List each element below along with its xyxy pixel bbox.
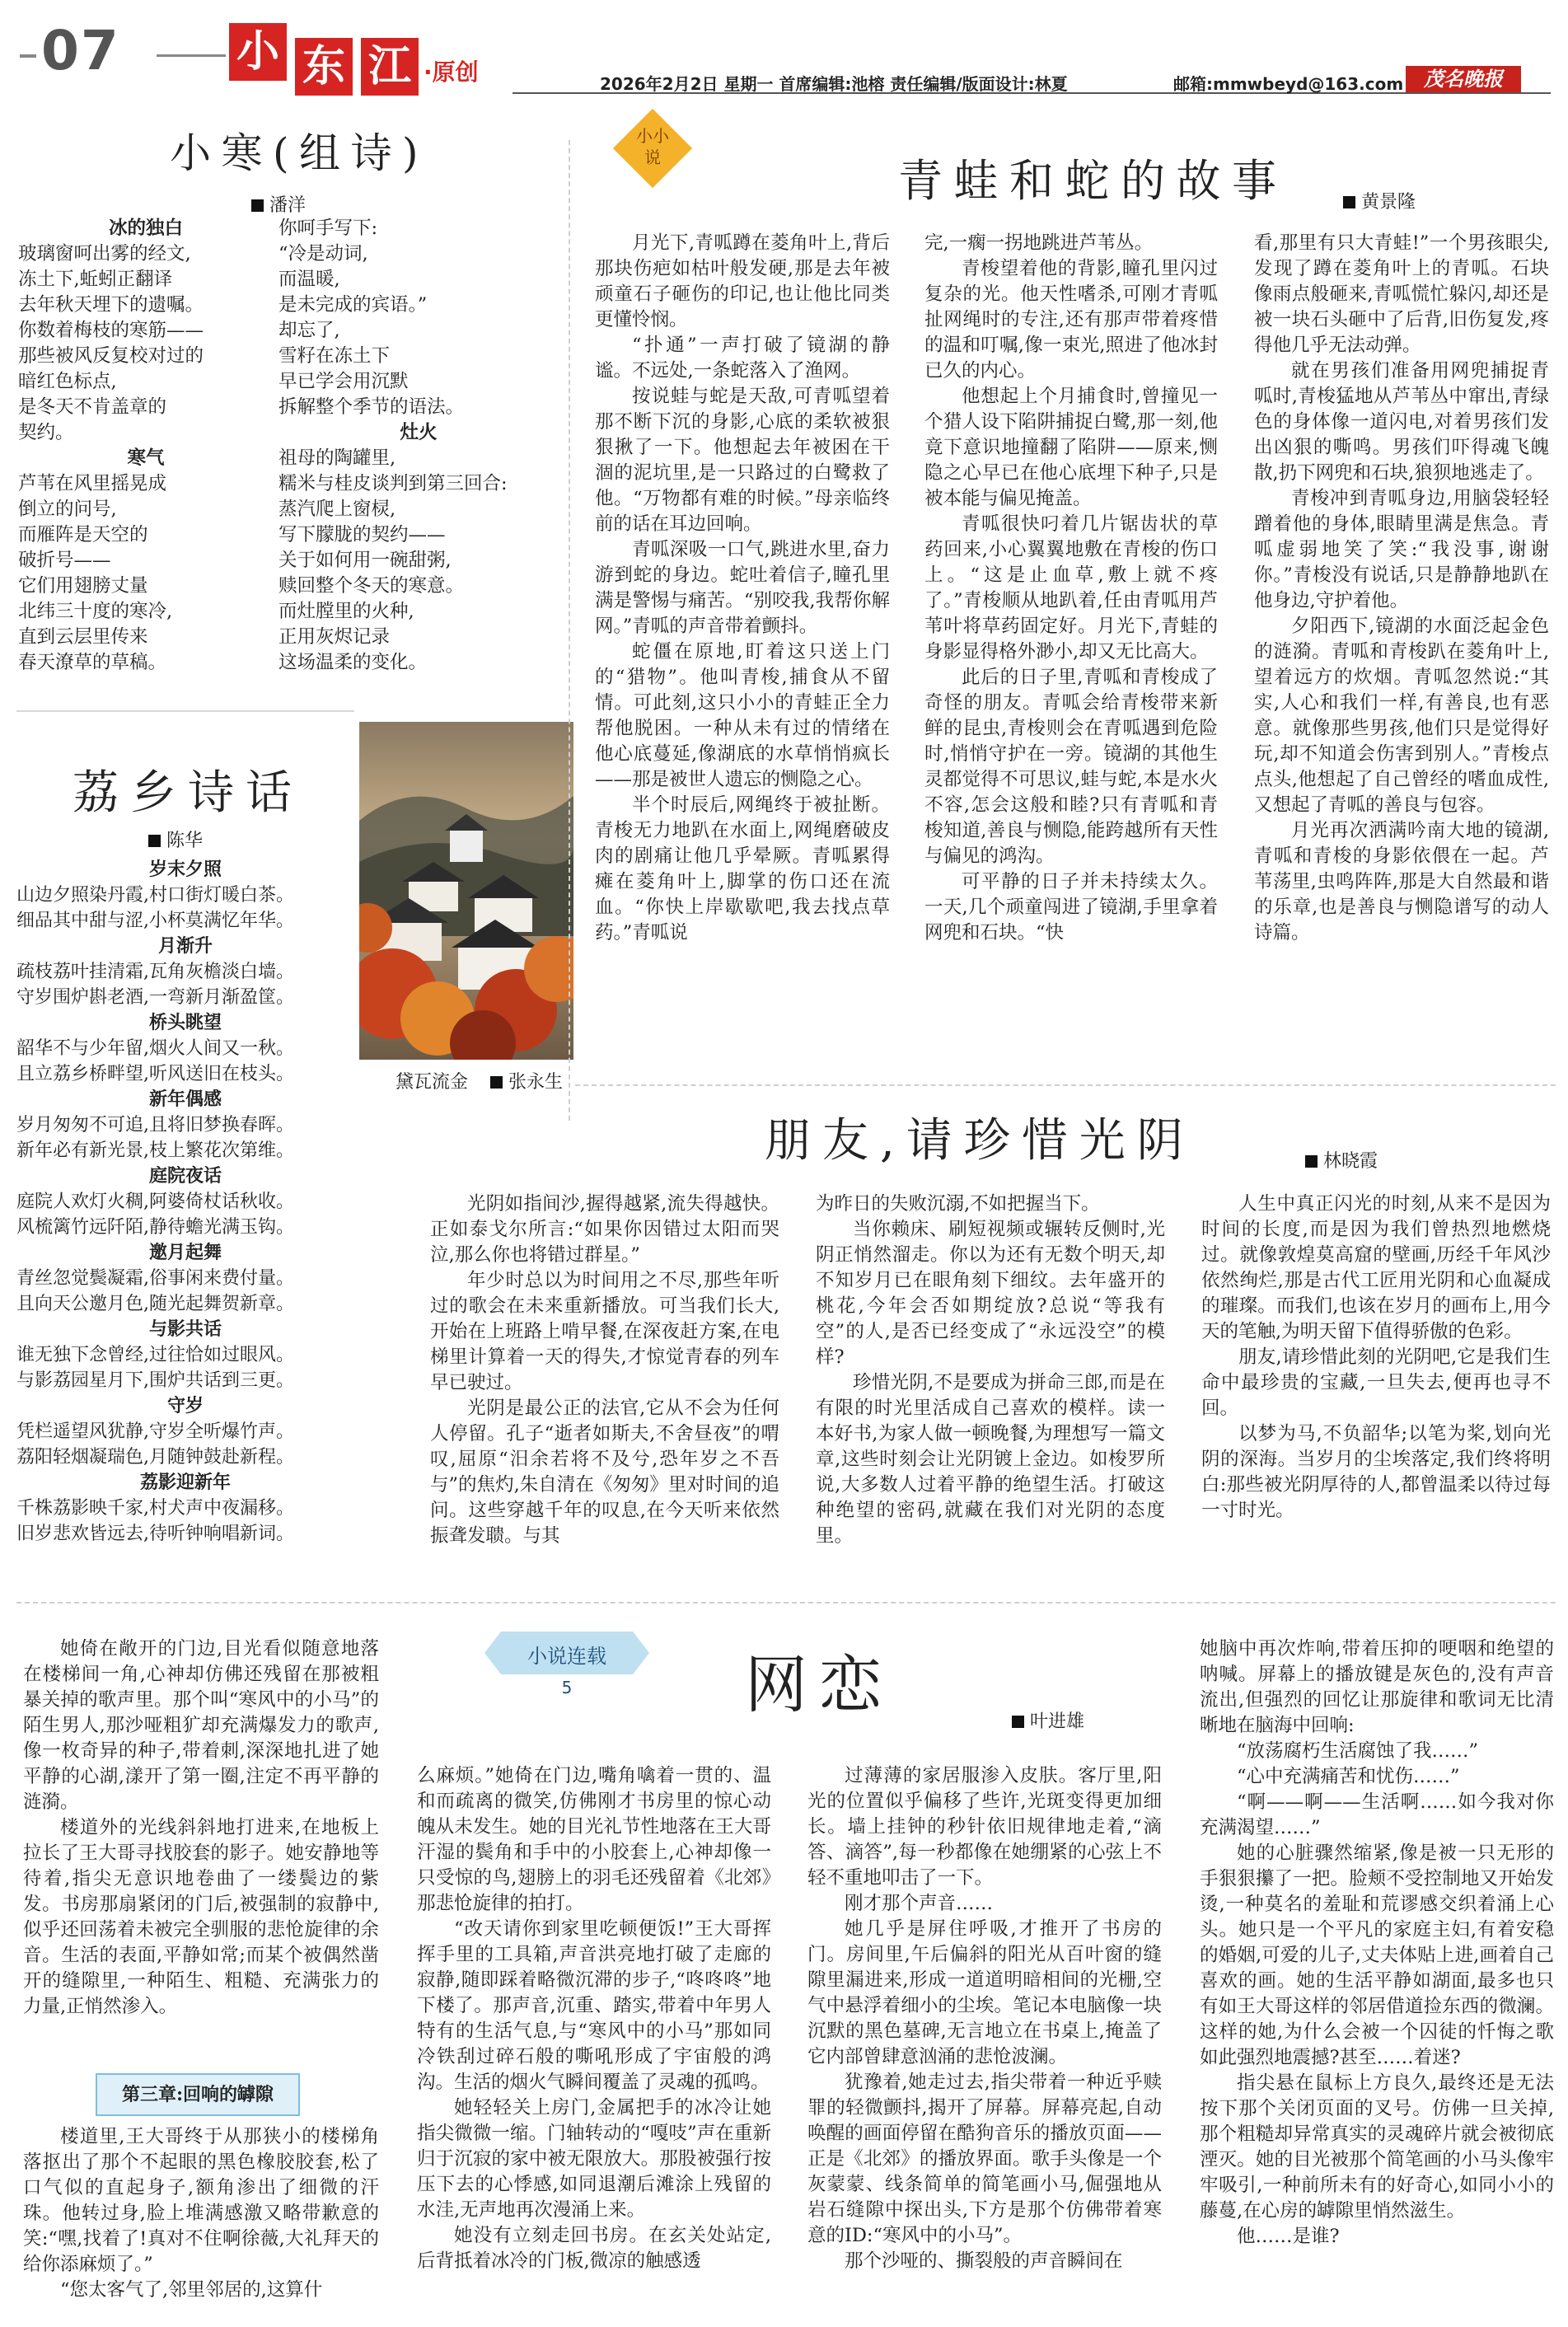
rule-left-vertical (569, 140, 570, 1121)
poem-line: 早已学会用沉默 (278, 371, 409, 392)
xiaohan-author: 潘洋 (251, 191, 306, 217)
paragraph: 青梭冲到青呱身边,用脑袋轻轻蹭着他的身体,眼睛里满是焦急。青呱虚弱地笑了笑:“我没事,谢谢你。”青梭没有说话,只是静静地趴在他身边,守护着他。 (1254, 488, 1549, 611)
paragraph: 以梦为马,不负韶华;以笔为桨,划向光阴的深海。当岁月的尘埃落定,我们终将明白:那些被光阴厚待的人,都曾温柔以待过每一寸时光。 (1201, 1423, 1551, 1521)
paragraph: “啊——啊——生活啊……如今我对你充满渴望……” (1200, 1791, 1554, 1838)
poem-subtitle: 守岁 (166, 1395, 204, 1416)
poem-line: 雪籽在冻土下 (278, 345, 391, 367)
paragraph: 光阴如指间沙,握得越紧,流失得越快。正如泰戈尔所言:“如果你因错过太阳而哭泣,那么你也将错过群星。” (430, 1193, 779, 1266)
frog-col1 (595, 231, 890, 1061)
poem-subtitle: 月渐升 (157, 935, 213, 957)
rule-under-frog (575, 1084, 1556, 1086)
poem-line: 暗红色标点, (18, 371, 117, 392)
lixiang-author: 陈华 (148, 826, 203, 852)
rule-under-friend (16, 1602, 1556, 1604)
poem-line: 谁无独下念曾经,过往恰如过眼风。 (16, 1345, 294, 1365)
poem-line: 直到云层里传来 (18, 626, 148, 648)
poem-line: 与影荔园星月下,围炉共话到三更。 (16, 1370, 294, 1391)
friend-author: 林晓霞 (1305, 1147, 1378, 1173)
poem-line: 而雁阵是天空的 (18, 524, 148, 545)
poem-line: 契约。 (18, 422, 74, 443)
wanglian-author: 叶进雄 (1012, 1707, 1084, 1733)
paragraph: 可平静的日子并未持续太久。一天,几个顽童闯进了镜湖,手里拿着网兜和石块。“快 (924, 871, 1218, 943)
frog-col3 (1254, 231, 1549, 1061)
poem-line: 正用灰烬记录 (278, 626, 391, 648)
poem-subtitle: 荔影迎新年 (139, 1472, 231, 1493)
paragraph: 珍惜光阴,不是要成为拼命三郎,而是在有限的时光里活成自己喜欢的模样。读一本好书,为家人做一顿晚餐,为理想写一篇文章,这些时刻会让光阴镀上金边。如梭罗所说,大多数人过着平静的绝望生活。打破这种绝望的密码,就藏在我们对光阴的态度里。 (816, 1372, 1165, 1547)
wanglian-title: 网恋 (745, 1648, 893, 1721)
poem-line: 岁月匆匆不可追,且将旧梦换春晖。 (16, 1115, 294, 1135)
poem-line: 细品其中甜与涩,小杯莫满忆年华。 (16, 911, 294, 931)
poem-subtitle: 庭院夜话 (148, 1165, 222, 1187)
lixiang-title: 荔乡诗话 (73, 766, 303, 820)
paragraph: 夕阳西下,镜湖的水面泛起金色的涟漪。青呱和青梭趴在菱角叶上,望着远方的炊烟。青呱忽然说:“其实,人心和我们一样,有善良,也有恶意。就像那些男孩,他们只是觉得好玩,却不知道会伤害到别人。”青梭点点头,他想起了自己曾经的嗜血成性,又想起了青呱的善良与包容。 (1254, 616, 1549, 816)
paragraph: “扑通”一声打破了镜湖的静谧。不远处,一条蛇落入了渔网。 (595, 335, 890, 382)
paragraph: 指尖悬在鼠标上方良久,最终还是无法按下那个关闭页面的叉号。仿佛一旦关掉,那个粗糙却异常真实的灵魂碎片就会被彻底湮灭。她的目光被那个简笔画的小马头像牢牢吸引,一种前所未有的好奇心,如同小小的藤蔓,在心房的罅隙里悄然滋生。 (1200, 2072, 1554, 2222)
serial-episode: 5 (561, 1678, 573, 1697)
paragraph: 楼道外的光线斜斜地打进来,在地板上拉长了王大哥寻找胶套的影子。她安静地等待着,指尖无意识地卷曲了一缕鬓边的紫发。书房那扇紧闭的门后,被强制的寂静中,似乎还回荡着未被完全驯服的悲怆旋律的余音。生活的表面,平静如常;而某个被偶然凿开的缝隙里,一种陌生、粗糙、充满张力的力量,正悄然渗入。 (23, 1817, 379, 2017)
paragraph: 半个时辰后,网绳终于被扯断。青梭无力地趴在水面上,网绳磨破皮肉的剧痛让他几乎晕厥。青呱累得瘫在菱角叶上,脚掌的伤口还在流血。“你快上岸歇歇吧,我去找点草药。”青呱说 (595, 794, 890, 943)
wanglian-col1-part2 (23, 2124, 379, 2327)
paragraph: 蛇僵在原地,盯着这只送上门的“猎物”。他叫青梭,捕食从不留情。可此刻,这只小小的青蛙正全力帮他脱困。一种从未有过的情绪在他心底蔓延,像湖底的水草悄悄疯长——那是被世人遗忘的恻隐之心。 (595, 641, 890, 790)
poem-line: 是未完成的宾语。” (278, 294, 428, 316)
section-suffix: ·原创 (424, 59, 479, 86)
poem-line: 这场温柔的变化。 (278, 652, 428, 673)
poem-line: 糯米与桂皮谈判到第三回合: (278, 473, 508, 494)
paragraph: 她没有立刻走回书房。在玄关处站定,后背抵着冰冷的门板,微凉的触感透 (417, 2225, 771, 2272)
poem-line: 你数着梅枝的寒筋—— (18, 320, 204, 341)
paragraph: 完,一瘸一拐地跳进芦苇丛。 (924, 232, 1154, 254)
poem-line: 那些被风反复校对过的 (18, 345, 204, 367)
poem-line: 芦苇在风里摇晃成 (18, 473, 167, 494)
poem-line: 风梳篱竹远阡陌,静待蟾光满玉钩。 (16, 1217, 294, 1238)
lixiang-poems (16, 857, 354, 1557)
poem-line: 去年秋天埋下的遗嘱。 (18, 294, 204, 316)
poem-line: 且立荔乡桥畔望,听风送旧在枝头。 (16, 1064, 294, 1084)
poem-subtitle: 冰的独白 (108, 218, 183, 239)
page-number-dash (20, 54, 36, 58)
poem-line: 而灶膛里的火种, (278, 601, 414, 622)
paragraph: “放荡腐朽生活腐蚀了我……” (1237, 1740, 1479, 1762)
paragraph: 人生中真正闪光的时刻,从来不是因为时间的长度,而是因为我们曾热烈地燃烧过。就像敦煌莫高窟的壁画,历经千年风沙依然绚烂,那是古代工匠用光阴和心血凝成的璀璨。而我们,也该在岁月的画布上,用今天的笔触,为明天留下值得骄傲的色彩。 (1201, 1193, 1551, 1342)
poem-line: 春天潦草的草稿。 (18, 652, 167, 673)
page-number: 07 (41, 19, 120, 82)
paragraph: 月光下,青呱蹲在菱角叶上,背后那块伤疤如枯叶般发硬,那是去年被顽童石子砸伤的印记,也让他比同类更懂怜悯。 (595, 232, 890, 330)
poem-line: 守岁围炉斟老酒,一弯新月渐盈筐。 (16, 987, 294, 1008)
paragraph: 她轻轻关上房门,金属把手的冰冷让她指尖微微一缩。门轴转动的“嘎吱”声在重新归于沉寂的家中被无限放大。那股被强行按压下去的心悸感,如同退潮后滩涂上残留的水洼,无声地再次漫涌上来。 (417, 2097, 771, 2221)
serial-banner-text: 小说连载 (527, 1645, 606, 1668)
poem-line: 玻璃窗呵出雾的经文, (18, 243, 191, 265)
poem-subtitle: 邀月起舞 (148, 1242, 222, 1263)
paragraph: 就在男孩们准备用网兜捕捉青呱时,青梭猛地从芦苇丛中窜出,青绿色的身体像一道闪电,对着男孩们发出凶狠的嘶鸣。男孩们吓得魂飞魄散,扔下网兜和石块,狼狈地逃走了。 (1254, 360, 1549, 484)
paragraph: 按说蛙与蛇是天敌,可青呱望着那不断下沉的身影,心底的柔软被狠狠揪了一下。他想起去年被困在干涸的泥坑里,是一只路过的白鹭救了他。“万物都有难的时候。”母亲临终前的话在耳边回响。 (595, 386, 890, 535)
paragraph: 年少时总以为时间用之不尽,那些年听过的歌会在未来重新播放。可当我们长大,开始在上班路上啃早餐,在深夜赶方案,在电梯里计算着一天的得失,才惊觉青春的列车早已驶过。 (430, 1270, 779, 1393)
poem-line: 是冬天不肯盖章的 (18, 396, 167, 418)
email: 邮箱:mmwbeyd@163.com (1173, 74, 1404, 94)
wanglian-col3 (807, 1763, 1162, 2327)
paragraph: 此后的日子里,青呱和青梭成了奇怪的朋友。青呱会给青梭带来新鲜的昆虫,青梭则会在青呱遇到危险时,悄悄守护在一旁。镜湖的其他生灵都觉得不可思议,蛙与蛇,本是水火不容,怎会这般和睦?只有青呱和青梭知道,善良与恻隐,能跨越所有天性与偏见的鸿沟。 (924, 667, 1218, 867)
story-badge-text: 小小说 (636, 126, 669, 167)
paragraph: 光阴是最公正的法官,它从不会为任何人停留。孔子“逝者如斯夫,不舍昼夜”的喟叹,屈原“汨余若将不及兮,恐年岁之不吾与”的焦灼,朱自清在《匆匆》里对时间的追问。这些穿越千年的叹息,在今天听来依然振聋发聩。与其 (430, 1398, 779, 1547)
poem-line: 庭院人欢灯火稠,阿婆倚杖话秋收。 (16, 1192, 294, 1212)
paragraph: 过薄薄的家居服渗入皮肤。客厅里,阳光的位置似乎偏移了些许,光斑变得更加细长。墙上挂钟的秒针依旧规律地走着,“滴答、滴答”,每一秒都像在她绷紧的心弦上不轻不重地叩击了一下。 (807, 1765, 1162, 1889)
paragraph: 犹豫着,她走过去,指尖带着一种近乎赎罪的轻微颤抖,揭开了屏幕。屏幕亮起,自动唤醒的画面停留在酷狗音乐的播放页面——正是《北郊》的播放界面。歌手头像是一个灰蒙蒙、线条简单的简笔画小马,倔强地从岩石缝隙中探出头,下方是那个仿佛带着寒意的ID:“寒风中的小马”。 (807, 2072, 1162, 2246)
photo-village (359, 722, 573, 1060)
poem-subtitle: 与影共话 (148, 1318, 222, 1340)
paragraph: 么麻烦。”她倚在门边,嘴角噙着一贯的、温和而疏离的微笑,仿佛刚才书房里的惊心动魄从未发生。她的目光礼节性地落在王大哥汗湿的鬓角和手中的小胶套上,心神却像一只受惊的鸟,翅膀上的羽毛还残留着《北郊》那悲怆旋律的拍打。 (417, 1765, 771, 1914)
poem-line: 且向天公邀月色,随光起舞贺新章。 (16, 1294, 294, 1314)
paragraph: 看,那里有只大青蛙!”一个男孩眼尖,发现了蹲在菱角叶上的青呱。石块像雨点般砸来,青呱慌忙躲闪,却还是被一块石头砸中了后背,旧伤复发,疼得他几乎无法动弹。 (1254, 232, 1549, 356)
xiaohan-col1 (18, 216, 274, 686)
xiaohan-title: 小寒(组诗) (170, 129, 429, 177)
paragraph: 月光再次洒满吟南大地的镜湖,青呱和青梭的身影依偎在一起。芦苇荡里,虫鸣阵阵,那是大自然最和谐的乐章,也是善良与恻隐谱写的动人诗篇。 (1254, 820, 1549, 943)
wanglian-col2 (417, 1763, 771, 2327)
photo-caption: 黛瓦流金 张永生 (396, 1072, 564, 1093)
poem-line: 拆解整个季节的语法。 (278, 396, 465, 418)
poem-line: 却忘了, (278, 320, 340, 341)
paper-logo: 茂名晚报 (1406, 66, 1521, 92)
poem-line: 山边夕照染丹霞,村口街灯暖白茶。 (16, 885, 294, 906)
wanglian-col1-part1 (23, 1636, 379, 2067)
paragraph: 青呱深吸一口气,跳进水里,奋力游到蛇的身边。蛇吐着信子,瞳孔里满是警惕与痛苦。“别咬我,我帮你解网。”青呱的声音带着颤抖。 (595, 539, 890, 637)
paragraph: 当你赖床、刷短视频或辗转反侧时,光阴正悄然溜走。你以为还有无数个明天,却不知岁月已在眼角刻下细纹。去年盛开的桃花,今年会否如期绽放?总说“等我有空”的人,是否已经变成了“永远没空”的模样? (816, 1219, 1165, 1368)
friend-col2 (816, 1192, 1165, 1579)
paragraph: “心中充满痛苦和忧伤……” (1237, 1766, 1460, 1787)
frog-col2 (924, 231, 1218, 1061)
wanglian-col4 (1200, 1636, 1554, 2327)
paragraph: 他……是谁? (1237, 2226, 1340, 2247)
poem-line: 你呵手写下: (278, 218, 378, 239)
poem-line: 而温暖, (278, 269, 340, 290)
poem-line: “冷是动词, (278, 243, 368, 265)
poem-line: 韶华不与少年留,烟火人间又一秋。 (16, 1038, 294, 1059)
poem-subtitle: 寒气 (127, 447, 165, 469)
poem-line: 它们用翅膀丈量 (18, 575, 148, 597)
paragraph: 为昨日的失败沉溺,不如把握当下。 (816, 1193, 1100, 1215)
poem-line: 写下朦胧的契约—— (278, 524, 446, 545)
village-illustration (359, 722, 573, 1060)
paragraph: 她几乎是屏住呼吸,才推开了书房的门。房间里,午后偏斜的阳光从百叶窗的缝隙里漏进来,形成一道道明暗相间的光栅,空气中悬浮着细小的尘埃。笔记本电脑像一块沉默的黑色墓碑,无言地立在书桌上,掩盖了它内部曾肆意汹涌的悲怆波澜。 (807, 1918, 1162, 2067)
poem-line: 旧岁悲欢皆远去,待听钟响唱新词。 (16, 1524, 294, 1544)
paragraph: 她倚在敞开的门边,目光看似随意地落在楼梯间一角,心神却仿佛还残留在那被粗暴关掉的歌声里。那个叫“寒风中的小马”的陌生男人,那沙哑粗犷却充满爆发力的歌声,像一枚奇异的种子,带着刺,深深地扎进了她平静的心湖,漾开了第一圈,注定不再平静的涟漪。 (23, 1638, 379, 1813)
poem-subtitle: 桥头眺望 (148, 1012, 222, 1033)
poem-line: 破折号—— (18, 550, 111, 571)
poem-line: 北纬三十度的寒冷, (18, 601, 173, 622)
section-char-3: 江 (361, 38, 419, 96)
friend-col3 (1201, 1192, 1551, 1579)
masthead-rule (157, 54, 226, 57)
poem-line: 荔阳轻烟凝瑞色,月随钟鼓赴新程。 (16, 1447, 294, 1468)
xiaohan-col2 (278, 216, 559, 686)
poem-line: 蒸汽爬上窗棂, (278, 499, 396, 520)
poem-line: 冻土下,蚯蚓正翻译 (18, 269, 173, 290)
poem-line: 青丝忽觉鬓凝霜,俗事闲来费付量。 (16, 1268, 294, 1289)
frog-story-author: 黄景隆 (1343, 188, 1416, 213)
paragraph: 她的心脏骤然缩紧,像是被一只无形的手狠狠攥了一把。脸颊不受控制地又开始发烫,一种莫名的羞耻和荒谬感交织着涌上心头。她只是一个平凡的家庭主妇,有着安稳的婚姻,可爱的儿子,丈夫体贴上进,画着自己喜欢的画。她的生活平静如湖面,最多也只有如王大哥这样的邻居借道捡东西的微澜。这样的她,为什么会被一个囚徒的忏悔之歌如此强烈地震撼?甚至……着迷? (1200, 1842, 1554, 2068)
chapter-heading-text: 第三章:回响的罅隙 (121, 2084, 274, 2105)
section-char-2: 东 (295, 38, 353, 96)
paragraph: 那个沙哑的、撕裂般的声音瞬间在 (845, 2250, 1123, 2272)
dateline: 2026年2月2日 星期一 首席编辑:池榕 责任编辑/版面设计:林夏 (600, 74, 1068, 94)
poem-line: 祖母的陶罐里, (278, 447, 396, 469)
poem-line: 新年必有新光景,枝上繁花次第维。 (16, 1140, 294, 1161)
rule-under-xiaohan (16, 710, 354, 712)
friend-col1 (430, 1192, 779, 1579)
poem-subtitle: 新年偶感 (148, 1089, 222, 1110)
paragraph: 他想起上个月捕食时,曾撞见一个猎人设下陷阱捕捉白鹭,那一刻,他竟下意识地撞翻了陷阱——原来,恻隐之心早已在他心底埋下种子,只是被本能与偏见掩盖。 (924, 386, 1218, 509)
paragraph: 朋友,请珍惜此刻的光阴吧,它是我们生命中最珍贵的宝藏,一旦失去,便再也寻不回。 (1201, 1346, 1551, 1419)
poem-line: 疏枝荔叶挂清霜,瓦角灰檐淡白墙。 (16, 962, 294, 982)
poem-subtitle: 灶火 (400, 422, 438, 443)
frog-story-title: 青蛙和蛇的故事 (898, 155, 1288, 207)
poem-line: 千株荔影映千家,村犬声中夜漏移。 (16, 1498, 294, 1519)
paragraph: 她脑中再次炸响,带着压抑的哽咽和绝望的呐喊。屏幕上的播放键是灰色的,没有声音流出,但强烈的回忆让那旋律和歌词无比清晰地在脑海中回响: (1200, 1638, 1554, 1736)
paragraph: “您太客气了,邻里邻居的,这算什 (60, 2279, 323, 2301)
section-char-1: 小 (229, 23, 287, 81)
friend-title: 朋友,请珍惜光阴 (765, 1114, 1195, 1168)
poem-subtitle: 岁末夕照 (148, 859, 222, 880)
poem-line: 赎回整个冬天的寒意。 (278, 575, 465, 597)
paragraph: 楼道里,王大哥终于从那狭小的楼梯角落抠出了那个不起眼的黑色橡胶胶套,松了口气似的直起身子,额角渗出了细微的汗珠。他转过身,脸上堆满感激又略带歉意的笑:“嘿,找着了!真对不住啊徐薇,大礼拜天的给你添麻烦了。” (23, 2126, 379, 2275)
paragraph: 青梭望着他的背影,瞳孔里闪过复杂的光。他天性嗜杀,可刚才青呱扯网绳时的专注,还有那声带着疼惜的温和叮嘱,像一束光,照进了他冰封已久的内心。 (924, 258, 1218, 382)
poem-line: 关于如何用一碗甜粥, (278, 550, 452, 571)
paragraph: 青呱很快叼着几片锯齿状的草药回来,小心翼翼地敷在青梭的伤口上。“这是止血草,敷上就不疼了。”青梭顺从地趴着,任由青呱用芦苇叶将草药固定好。月光下,青蛙的身影显得格外渺小,却又无比高大。 (924, 513, 1218, 663)
poem-line: 凭栏遥望风犹静,守岁全听爆竹声。 (16, 1421, 294, 1442)
paragraph: 刚才那个声音…… (845, 1893, 994, 1914)
paragraph: “改天请你到家里吃顿便饭!”王大哥挥挥手里的工具箱,声音洪亮地打破了走廊的寂静,随即踩着略微沉滞的步子,“咚咚咚”地下楼了。那声音,沉重、踏实,带着中年男人特有的生活气息,与“寒风中的小马”那如同冷铁刮过碎石般的嘶吼形成了宇宙般的鸿沟。生活的烟火气瞬间覆盖了灵魂的孤鸣。 (417, 1918, 771, 2093)
poem-line: 倒立的问号, (18, 499, 117, 520)
